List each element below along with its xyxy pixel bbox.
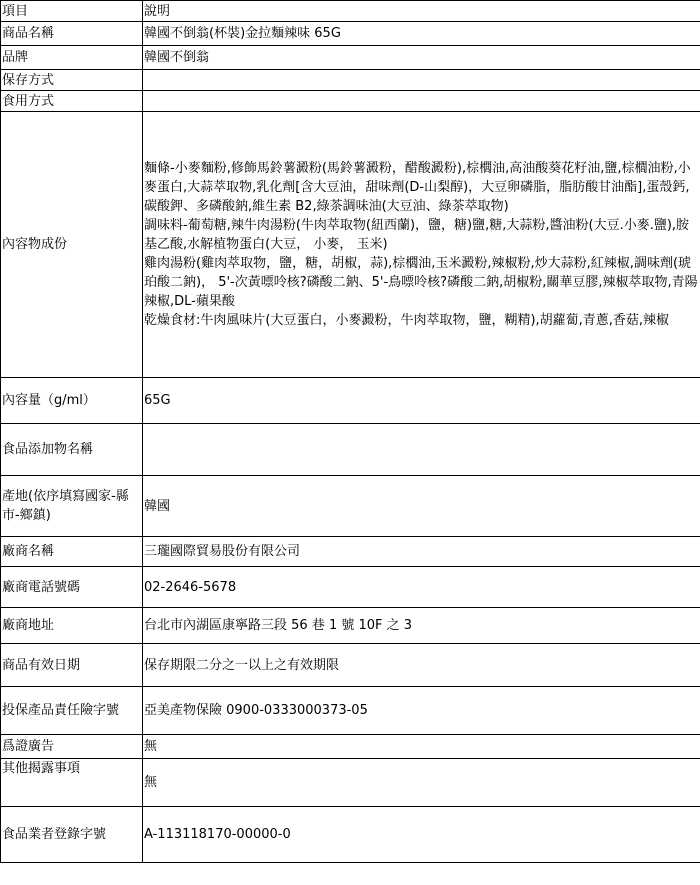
row-value-usage bbox=[143, 91, 700, 112]
row-value-storage bbox=[143, 70, 700, 91]
row-value-company-address: 台北市內湖區康寧路三段 56 巷 1 號 10F 之 3 bbox=[143, 608, 700, 644]
table-row bbox=[1, 567, 700, 608]
row-label-net-content: 內容量（g/ml） bbox=[1, 378, 143, 424]
row-value-origin: 韓國 bbox=[143, 476, 700, 537]
table-row bbox=[1, 378, 700, 424]
row-value-product-name: 韓國不倒翁(杯裝)金拉麵辣味 65G bbox=[143, 22, 700, 46]
row-value-net-content: 65G bbox=[143, 378, 700, 424]
table-row bbox=[1, 476, 700, 537]
row-value-additives bbox=[143, 424, 700, 476]
row-label-advertising: 爲證廣告 bbox=[1, 735, 143, 759]
row-label-company-name: 廠商名稱 bbox=[1, 537, 143, 567]
table-row bbox=[1, 91, 700, 112]
row-value-expiry: 保存期限二分之一以上之有效期限 bbox=[143, 644, 700, 687]
row-label-product-name: 商品名稱 bbox=[1, 22, 143, 46]
row-value-registration-number: A-113118170-00000-0 bbox=[143, 807, 700, 863]
ingredients-dried-toppings: 乾燥食材:牛肉風味片(大豆蛋白，小麥澱粉，牛肉萃取物，鹽，糊精),胡蘿蔔,青蔥,香菇,辣椒 bbox=[144, 313, 670, 328]
row-label-storage: 保存方式 bbox=[1, 70, 143, 91]
row-label-registration-number: 食品業者登錄字號 bbox=[1, 807, 143, 863]
row-label-origin: 產地(依序填寫國家-縣市-鄉鎮) bbox=[1, 476, 143, 537]
row-label-additives: 食品添加物名稱 bbox=[1, 424, 143, 476]
row-label-usage: 食用方式 bbox=[1, 91, 143, 112]
table-row bbox=[1, 807, 700, 863]
row-value-insurance: 亞美產物保險 0900-0333000373-05 bbox=[143, 687, 700, 735]
table-header-row bbox=[1, 1, 700, 22]
table-row bbox=[1, 735, 700, 759]
row-label-brand: 品牌 bbox=[1, 46, 143, 70]
table-row bbox=[1, 608, 700, 644]
table-row bbox=[1, 22, 700, 46]
row-label-expiry: 商品有效日期 bbox=[1, 644, 143, 687]
row-value-ingredients bbox=[143, 112, 700, 378]
ingredients-noodles: 麵條-小麥麵粉,修飾馬鈴薯澱粉(馬鈴薯澱粉，醋酸澱粉),棕櫚油,高油酸葵花籽油,鹽,棕櫚油粉,小麥蛋白,大蒜萃取物,乳化劑[含大豆油，甜味劑(D-山梨醇)，大豆卵磷脂，脂肪酸甘油酯],蛋殼鈣,碳酸鉀、多磷酸鈉,維生素 B2,綠茶調味油(大豆油、綠茶萃取物) bbox=[144, 161, 691, 214]
row-label-ingredients: 內容物成份 bbox=[1, 112, 143, 378]
header-description-label: 說明 bbox=[143, 1, 700, 22]
header-item-label: 項目 bbox=[1, 1, 143, 22]
ingredients-soup-powder: 雞肉湯粉(雞肉萃取物，鹽，糖，胡椒，蒜),棕櫚油,玉米澱粉,辣椒粉,炒大蒜粉,紅辣椒,調味劑(琥珀酸二鈉)， 5'-次黃嘌呤核?磷酸二鈉、5'-鳥嘌呤核?磷酸二鈉,胡椒粉,關華豆膠,辣椒萃取物,青陽辣椒,DL-蘋果酸 bbox=[144, 256, 698, 309]
row-value-company-name: 三瓏國際貿易股份有限公司 bbox=[143, 537, 700, 567]
row-value-other-disclosures: 無 bbox=[143, 759, 700, 807]
row-label-company-address: 廠商地址 bbox=[1, 608, 143, 644]
table-row bbox=[1, 112, 700, 378]
row-value-brand: 韓國不倒翁 bbox=[143, 46, 700, 70]
row-value-company-phone: 02-2646-5678 bbox=[143, 567, 700, 608]
row-label-company-phone: 廠商電話號碼 bbox=[1, 567, 143, 608]
ingredients-seasoning: 調味料-葡萄糖,辣牛肉湯粉(牛肉萃取物(紐西蘭)，鹽，糖)鹽,糖,大蒜粉,醬油粉(大豆.小麥.鹽),胺基乙酸,水解植物蛋白(大豆， 小麥， 玉米) bbox=[144, 218, 690, 252]
table-row bbox=[1, 424, 700, 476]
table-row bbox=[1, 70, 700, 91]
table-row bbox=[1, 687, 700, 735]
row-label-other-disclosures: 其他揭露事項 bbox=[1, 759, 143, 807]
table-row bbox=[1, 537, 700, 567]
row-value-advertising: 無 bbox=[143, 735, 700, 759]
table-row bbox=[1, 46, 700, 70]
table-row bbox=[1, 759, 700, 807]
row-label-insurance: 投保產品責任險字號 bbox=[1, 687, 143, 735]
table-row bbox=[1, 644, 700, 687]
